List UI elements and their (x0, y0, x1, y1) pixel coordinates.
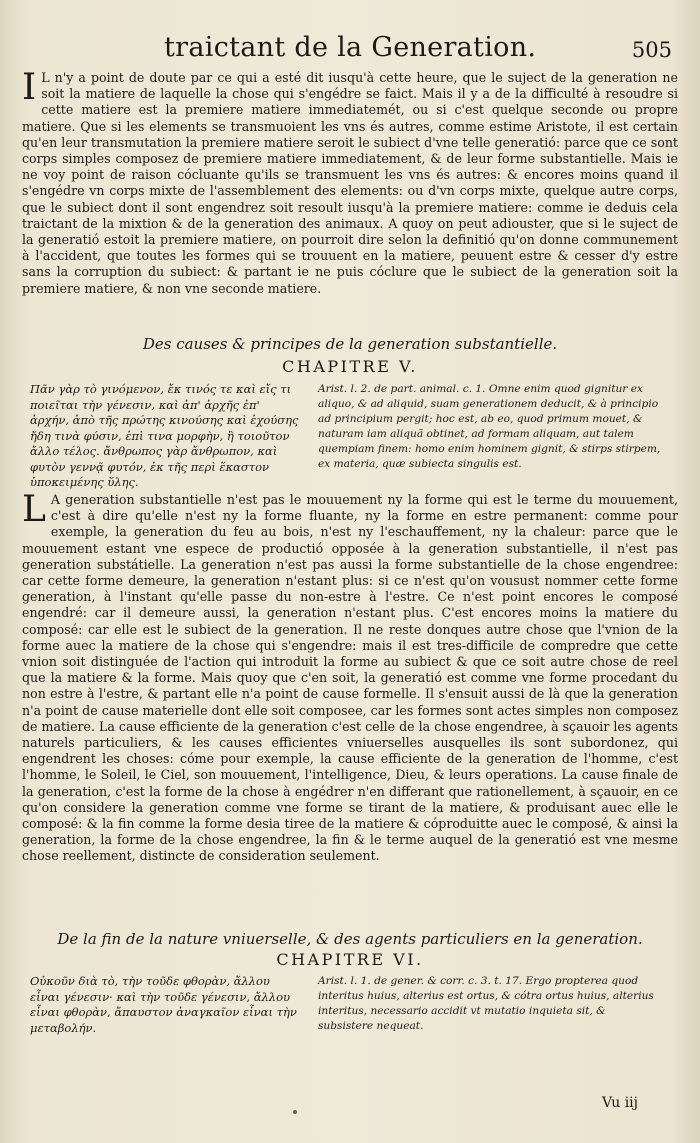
latin-quote-ch5: Arist. l. 2. de part. animal. c. 1. Omne enim quod gignitur ex aliquo, & ad aliquid, suam generationem deducit, & à principio ad principium pergit; hoc est, ab eo, quod primum mouet, & naturam iam aliquã obtinet, ad formam aliquam, aut talem quempiam finem: homo enim hominem gignit, & stirps stirpem, ex materia, quæ subiecta singulis est. (318, 383, 661, 470)
intro-paragraph-block (22, 67, 678, 297)
greek-quote-ch5: Πᾶν γὰρ τὸ γινόμενον, ἔκ τινός τε καὶ εἴς τι ποιεῖται τὴν γένεσιν, καὶ ἀπ' ἀρχῆς ἐπ' ἀρχήν, ἀπὸ τῆς πρώτης κινούσης καὶ ἐχούσης ἤδη τινὰ φύσιν, ἐπὶ τινα μορφὴν, ἢ τοιοῦτον ἄλλο τέλος. ἄνθρωπος γὰρ ἄνθρωπον, καὶ φυτὸν γεννᾷ φυτόν, ἐκ τῆς περὶ ἕκαστον ὑποκειμένης ὕλης. (30, 382, 299, 489)
chapter-heading-vi: CHAPITRE VI. (276, 950, 424, 969)
signature-mark: Vu iij (602, 1095, 638, 1111)
greek-quote-ch6: Οὐκοῦν διὰ τὸ, τὴν τοῦδε φθορὰν, ἄλλου εἶναι γένεσιν· καὶ τὴν τοῦδε γένεσιν, ἄλλου εἶναι φθορὰν, ἄπαυστον ἀναγκαῖον εἶναι τὴν μεταβολήν. (30, 974, 297, 1035)
chapter-heading-v: CHAPITRE V. (282, 357, 418, 376)
running-title: traictant de la Generation. (164, 32, 537, 63)
intro-paragraph (22, 67, 678, 297)
latin-quote-ch6: Arist. l. 1. de gener. & corr. c. 3. t. 17. Ergo propterea quod interitus huius, alterius est ortus, & cótra ortus huius, alterius interitus, necessario accidit vt mutatio inquieta sit, & subsistere nequeat. (318, 975, 654, 1032)
section-title-fin: De la fin de la nature vniuerselle, & des agents particuliers en la generation. (57, 930, 643, 948)
chapter-v-paragraph (22, 489, 678, 865)
section-title-causes: Des causes & principes de la generation substantielle. (142, 335, 558, 353)
page-number: 505 (631, 38, 672, 62)
intro-dropcap: I (22, 67, 37, 108)
intro-text: L n'y a point de doute par ce qui a esté dit iusqu'à cette heure, que le suject de la generation ne soit la matiere de laquelle la chose qui s'engédre se faict. Mais il y a de la difficulté à resoudre si cette matiere est la premiere matiere immediatemét, ou si c'est quelque seconde ou propre matiere. Que si les elements se transmuoient les vns és autres, comme estime Aristote, il est certain qu'en leur transmutation la premiere matiere seroit le subiect d'vne telle generatió: parce que ce sont corps simples composez de premiere matiere immediatement, & de leur forme substantielle. Mais ie ne voy point de raison cócluante qu'ils se transmuent les vns és autres: & encores moins quand il s'engédre vn corps mixte de l'assemblement des elements: ou d'vn corps mixte, quelque autre corps, que le subiect dont il sont engendrez soit resoult iusqu'à la premiere matiere: comme ie deduis cela traictant de la mixtion & de la generation des animaux. A quoy on peut adiouster, que si le suject de la generatió estoit la premiere matiere, on pourroit dire selon la definitió qu'on donne communement à l'accident, que toutes les formes qui se trouuent en la matiere, peuuent estre & cesser d'y estre sans la corruption du subiect: & partant ie ne puis cóclure que le subiect de la generation soit la premiere matiere, & non vne seconde matiere. (22, 70, 678, 296)
ink-dot (293, 1110, 297, 1114)
page-header (150, 32, 672, 66)
chapter-v-dropcap: L (22, 489, 46, 530)
chapter-v-text: A generation substantielle n'est pas le mouuement ny la forme qui est le terme du mouuement, c'est à dire qu'elle n'est ny la forme fluante, ny la forme en estre permanent: comme pour exemple, la generation du feu au bois, n'est ny l'eschauffement, ny la chaleur: parce que le mouuement estant vne espece de productió opposée à la generation substantielle, il n'est pas generation substátielle. La generation n'est pas aussi la forme substantielle de la chose engendree: car cette forme demeure, la generation n'estant plus: si ce n'est qu'on vousust nommer cette forme generation, à l'instant qu'elle passe du non-estre à l'estre. Ce n'est point encores le composé engendré: car il demeure aussi, la generation n'estant plus. C'est encores moins la matiere du composé: car elle est le subiect de la generation. Il ne reste donques autre chose que l'vnion de la forme auec la matiere de la chose qui s'engendre: mais il est tres-difficile de compredre que cette vnion soit distinguée de l'action qui introduit la forme au subiect & que ce soit autre chose de reel que la matiere & la forme. Mais quoy que c'en soit, la generatió est comme vne forme procedant du non estre à l'estre, & partant elle n'a point de cause formelle. Il s'ensuit aussi de là que la generation n'a point de cause materielle dont elle soit composee, car les formes sont actes simples non composez de matiere. La cause efficiente de la generation c'est celle de la chose engendree, à sçauoir les agents naturels particuliers, & les causes efficientes vniuerselles ausquelles ils sont subordonez, qui engendrent les choses: cóme pour exemple, la cause efficiente de la generation de l'homme, c'est l'homme, le Soleil, le Ciel, son mouuement, l'intelligence, Dieu, & leurs operations. La cause finale de la generation, c'est la forme de la chose à engédrer n'en differant que rationellement, à sçauoir, en ce qu'on considere la generation comme vne forme se tirant de la matiere, & produisant auec elle le composé: & la fin comme la forme desia tiree de la matiere & cóproduitte auec le composé, & ainsi la generation, la forme de la chose engendree, la fin & le terme auquel de la generatió est vne mesme chose reellement, distincte de consideration seulement. (22, 492, 678, 864)
chapter-v-body-block (22, 489, 678, 865)
